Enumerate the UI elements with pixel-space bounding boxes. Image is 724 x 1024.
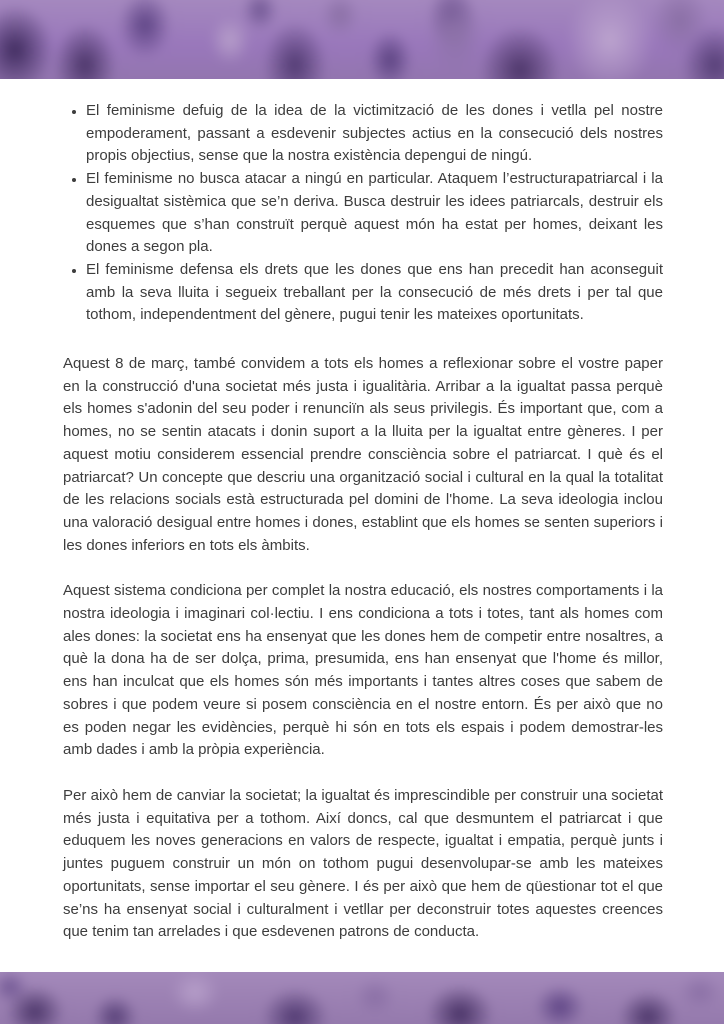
- bullet-item-feminisme-victimitzacio: • El feminisme defuig de la idea de la victimització de les dones i vetlla pel nostre empoderament, passant a esdevenir subjectes actius en la consecució dels nostres propis objectius, sense que la nostra existència depengui de ningú.: [86, 100, 663, 168]
- bullet-item-feminisme-defensa-drets: • El feminisme defensa els drets que les dones que ens han precedit han aconseguit amb la seva lluita i segueix treballant per la consecució de més drets i per tal que tothom, independentment del gènere, pugui tenir les mateixes oportunitats.: [86, 259, 663, 327]
- footer-crowd-photo: [0, 972, 724, 1024]
- header-crowd-photo: [0, 0, 724, 79]
- bullet-list: [63, 100, 663, 327]
- footer-crowd-photo-image: [0, 972, 724, 1024]
- header-crowd-photo-image: [0, 0, 724, 79]
- paragraph-canviar-societat: Per això hem de canviar la societat; la igualtat és imprescindible per construir una societat més justa i equitativa per a tothom. Així doncs, cal que desmuntem el patriarcat i que eduquem les noves generacions en valors de respecte, igualtat i empatia, perquè junts i juntes puguem construir un món on tothom pugui desenvolupar-se amb les mateixes oportunitats, sense importar el seu gènere. I és per això que hem de qüestionar tot el que se’ns ha ensenyat social i culturalment i vetllar per deconstruir totes aquestes creences que tenim tan arrelades i que esdevenen patrons de conducta.: [63, 786, 663, 941]
- paragraph-sistema-condiciona: Aquest sistema condiciona per complet la nostra educació, els nostres comportaments i la nostra ideologia i imaginari col·lectiu. I ens condiciona a tots i totes, tant als homes com ales dones: la societat ens ha ensenyat que les dones hem de competir entre nosaltres, a què la dona ha de ser dolça, prima, presumida, ens han ensenyat que l'home és millor, ens han inculcat que els homes són més importants i tantes altres coses que sabem de sobres i que podem veure si posem consciència en el nostre entorn. És per això que no es poden negar les evidències, perquè hi són en tots els espais i podem demostrar-les amb dades i amb la pròpia experiència.: [63, 582, 663, 759]
- paragraph-8-de-marc: Aquest 8 de març, també convidem a tots els homes a reflexionar sobre el vostre paper en la construcció d'una societat més justa i igualitària. Arribar a la igualtat passa perquè els homes s'adonin del seu poder i renunciïn als seus privilegis. És important que, com a homes, no se sentin atacats i donin suport a la lluita per la igualtat entre gèneres. I per aquest motiu considerem essencial prendre consciència sobre el patriarcat. I què és el patriarcat? Un concepte que descriu una organització social i cultural en la qual la totalitat de les relacions socials està estructurada pel domini de l'home. La seva ideologia inclou una valoració desigual entre homes i dones, establint que els homes se senten superiors i les dones inferiors en tots els àmbits.: [63, 355, 663, 554]
- document-body: [63, 100, 663, 944]
- bullet-item-feminisme-no-ataca: • El feminisme no busca atacar a ningú en particular. Ataquem l’estructurapatriarcal i la desigualtat sistèmica que se’n deriva. Busca destruir les idees patriarcals, destruir els esquemes que s’han construït perquè aquest món ha estat per homes, deixant les dones a segon pla.: [86, 168, 663, 259]
